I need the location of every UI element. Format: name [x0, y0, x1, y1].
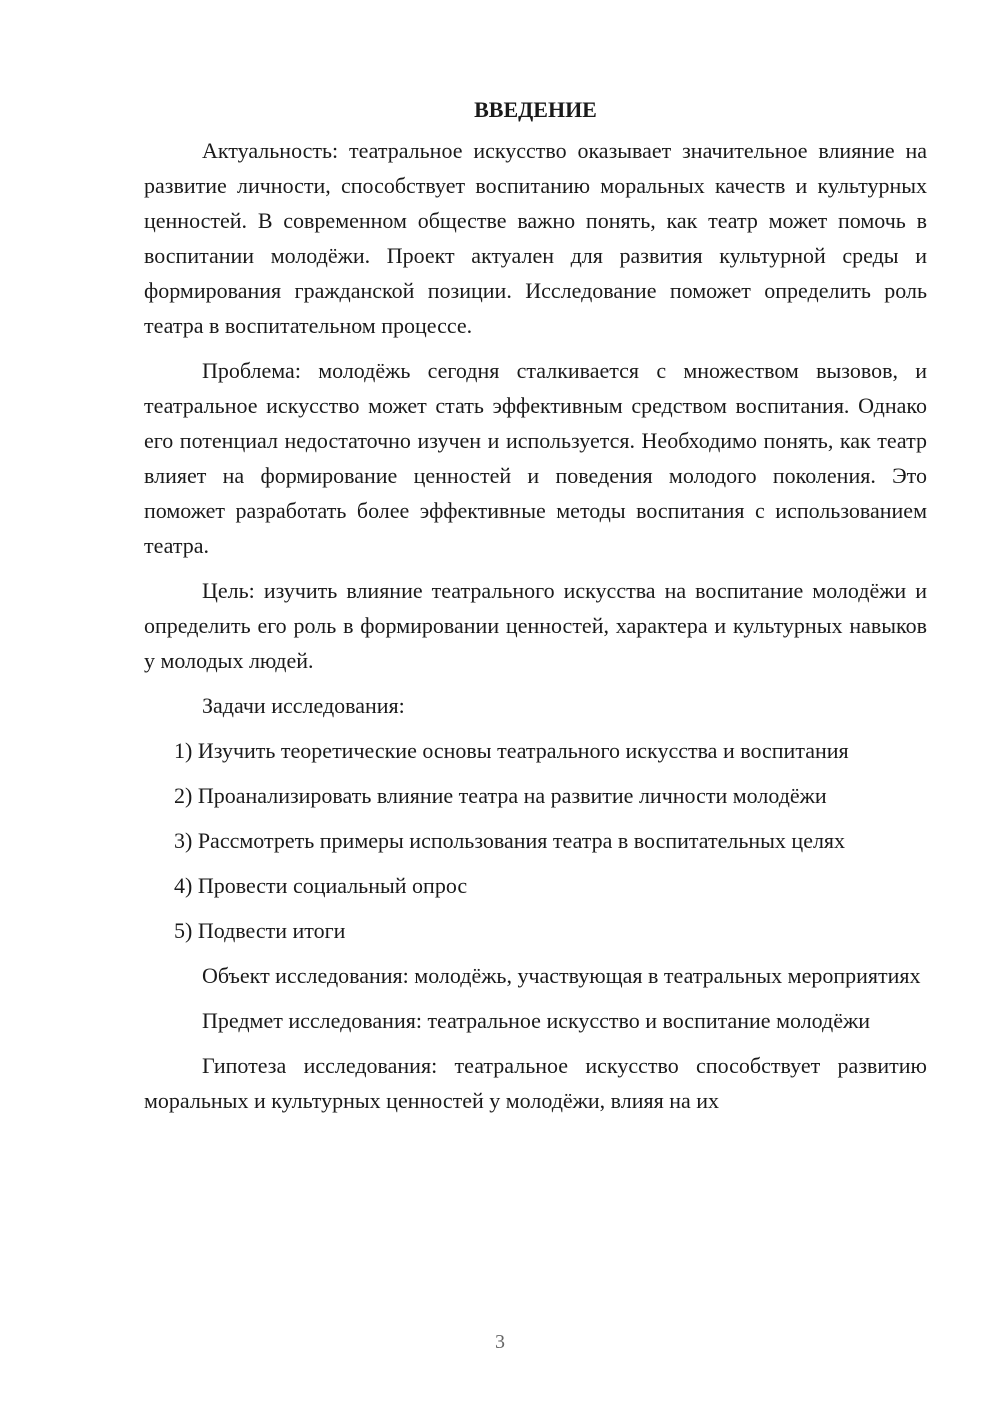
goal-paragraph: Цель: изучить влияние театрального искусства на воспитание молодёжи и определить его роль в формировании ценностей, характера и культурных навыков у молодых людей.: [144, 578, 927, 673]
task-item: 4) Провести социальный опрос: [174, 873, 468, 898]
page-number: 3: [495, 1331, 505, 1353]
problem-paragraph: Проблема: молодёжь сегодня сталкивается с множеством вызовов, и театральное искусство может стать эффективным средством воспитания. Однако его потенциал недостаточно изучен и используется. Необходимо понять, как театр влияет на формирование ценностей и поведения молодого поколения. Это поможет разработать более эффективные методы воспитания с использованием театра.: [144, 358, 927, 558]
task-item: 1) Изучить теоретические основы театрального искусства и воспитания: [174, 738, 849, 763]
tasks-heading: Задачи исследования:: [202, 693, 405, 718]
relevance-paragraph: Актуальность: театральное искусство оказывает значительное влияние на развитие личности, способствует воспитанию моральных качеств и культурных ценностей. В современном обществе важно понять, как театр может помочь в воспитании молодёжи. Проект актуален для развития культурной среды и формирования гражданской позиции. Исследование поможет определить роль театра в воспитательном процессе.: [144, 138, 927, 338]
section-title: ВВЕДЕНИЕ: [474, 97, 597, 122]
task-item: 3) Рассмотреть примеры использования театра в воспитательных целях: [174, 828, 846, 853]
subject-paragraph: Предмет исследования: театральное искусство и воспитание молодёжи: [202, 1008, 870, 1033]
task-item: 2) Проанализировать влияние театра на развитие личности молодёжи: [174, 783, 827, 808]
document-body: [144, 92, 927, 1128]
object-paragraph: Объект исследования: молодёжь, участвующая в театральных мероприятиях: [202, 963, 921, 988]
hypothesis-paragraph: Гипотеза исследования: театральное искусство способствует развитию моральных и культурных ценностей у молодёжи, влияя на их: [144, 1053, 927, 1113]
task-item: 5) Подвести итоги: [174, 918, 346, 943]
